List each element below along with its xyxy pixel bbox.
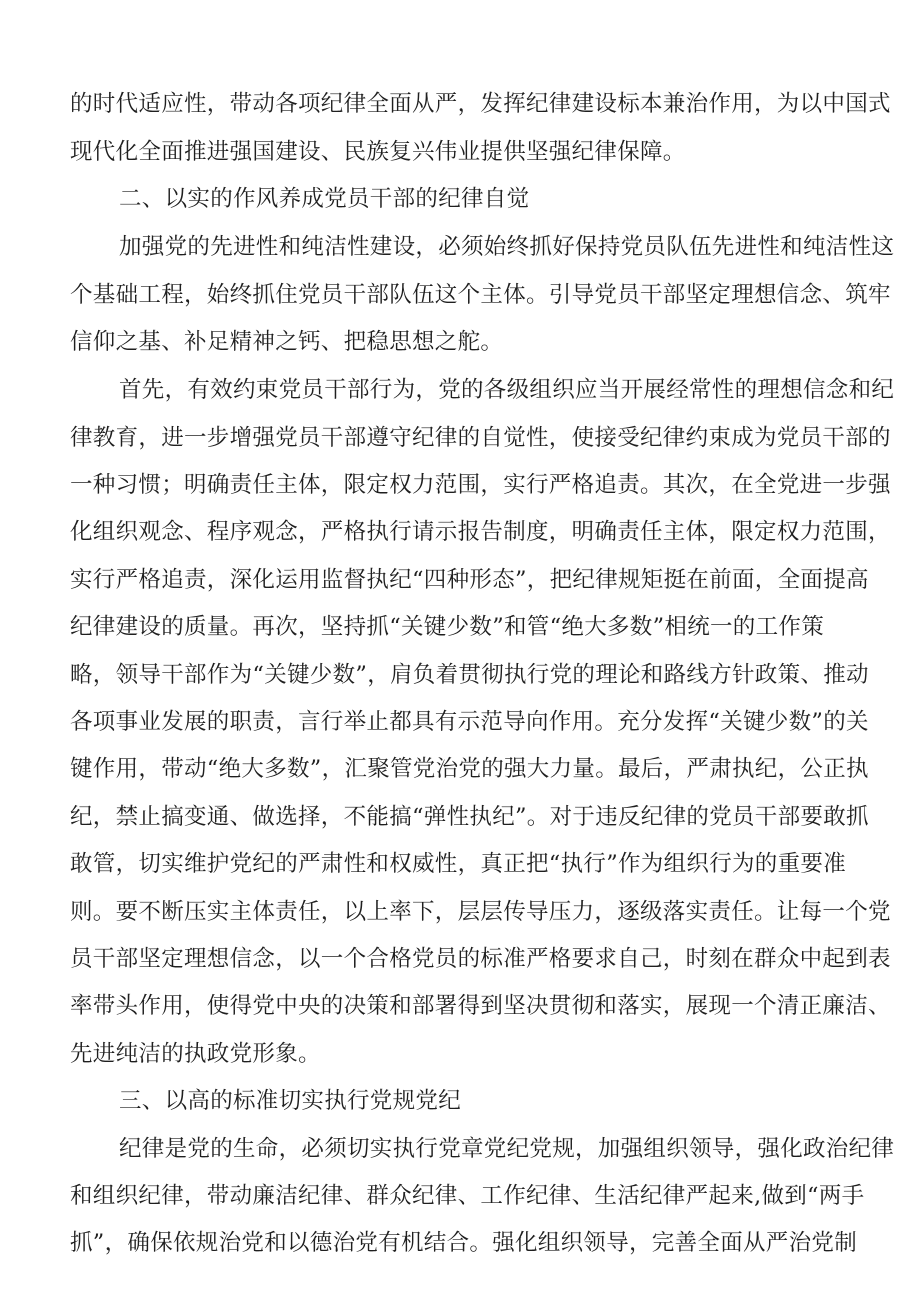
paragraph-first-line: 首先，有效约束党员干部行为，党的各级组织应当开展经常性的理想信念和纪 — [119, 377, 895, 403]
body-line: 实行严格追责，深化运用监督执纪“四种形态”，把纪律规矩挺在前面，全面提高 — [70, 567, 869, 593]
body-line: 键作用，带动“绝大多数”，汇聚管党治党的强大力量。最后，严肃执纪，公正执 — [70, 756, 869, 782]
body-line: 化组织观念、程序观念，严格执行请示报告制度，明确责任主体，限定权力范围， — [70, 519, 891, 545]
body-line: 律教育，进一步增强党员干部遵守纪律的自觉性，使接受纪律约束成为党员干部的 — [70, 425, 891, 451]
body-line: 纪，禁止搞变通、做选择，不能搞“弹性执纪”。对于违反纪律的党员干部要敢抓 — [70, 804, 869, 830]
section-heading: 三、以高的标准切实执行党规党纪 — [119, 1088, 462, 1114]
body-line: 员干部坚定理想信念，以一个合格党员的标准严格要求自己，时刻在群众中起到表 — [70, 946, 891, 972]
body-line: 抓”，确保依规治党和以德治党有机结合。强化组织领导，完善全面从严治党制 — [70, 1230, 858, 1256]
paragraph-first-line: 加强党的先进性和纯洁性建设，必须始终抓好保持党员队伍先进性和纯洁性这 — [119, 234, 895, 260]
body-line: 先进纯洁的执政党形象。 — [70, 1041, 321, 1067]
section-heading: 二、以实的作风养成党员干部的纪律自觉 — [119, 186, 530, 212]
body-line: 个基础工程，始终抓住党员干部队伍这个主体。引导党员干部坚定理想信念、筑牢 — [70, 282, 891, 308]
body-line: 的时代适应性，带动各项纪律全面从严，发挥纪律建设标本兼治作用，为以中国式 — [70, 91, 891, 117]
body-line: 和组织纪律，带动廉洁纪律、群众纪律、工作纪律、生活纪律严起来,做到“两手 — [70, 1183, 865, 1209]
body-line: 信仰之基、补足精神之钙、把稳思想之舵。 — [70, 329, 504, 355]
body-line: 一种习惯；明确责任主体，限定权力范围，实行严格追责。其次，在全党进一步强 — [70, 472, 891, 498]
body-line: 率带头作用，使得党中央的决策和部署得到坚决贯彻和落实，展现一个清正廉洁、 — [70, 993, 891, 1019]
body-line: 纪律建设的质量。再次，坚持抓“关键少数”和管“绝大多数”相统一的工作策 — [70, 614, 825, 640]
body-line: 敢管，切实维护党纪的严肃性和权威性，真正把“执行”作为组织行为的重要准 — [70, 851, 847, 877]
body-line: 各项事业发展的职责，言行举止都具有示范导向作用。充分发挥“关键少数”的关 — [70, 709, 869, 735]
body-line: 则。要不断压实主体责任，以上率下，层层传导压力，逐级落实责任。让每一个党 — [70, 899, 891, 925]
paragraph-first-line: 纪律是党的生命，必须切实执行党章党纪党规，加强组织领导，强化政治纪律 — [119, 1136, 895, 1162]
body-line: 现代化全面推进强国建设、民族复兴伟业提供坚强纪律保障。 — [70, 139, 686, 165]
body-line: 略，领导干部作为“关键少数”，肩负着贯彻执行党的理论和路线方针政策、推动 — [70, 662, 869, 688]
